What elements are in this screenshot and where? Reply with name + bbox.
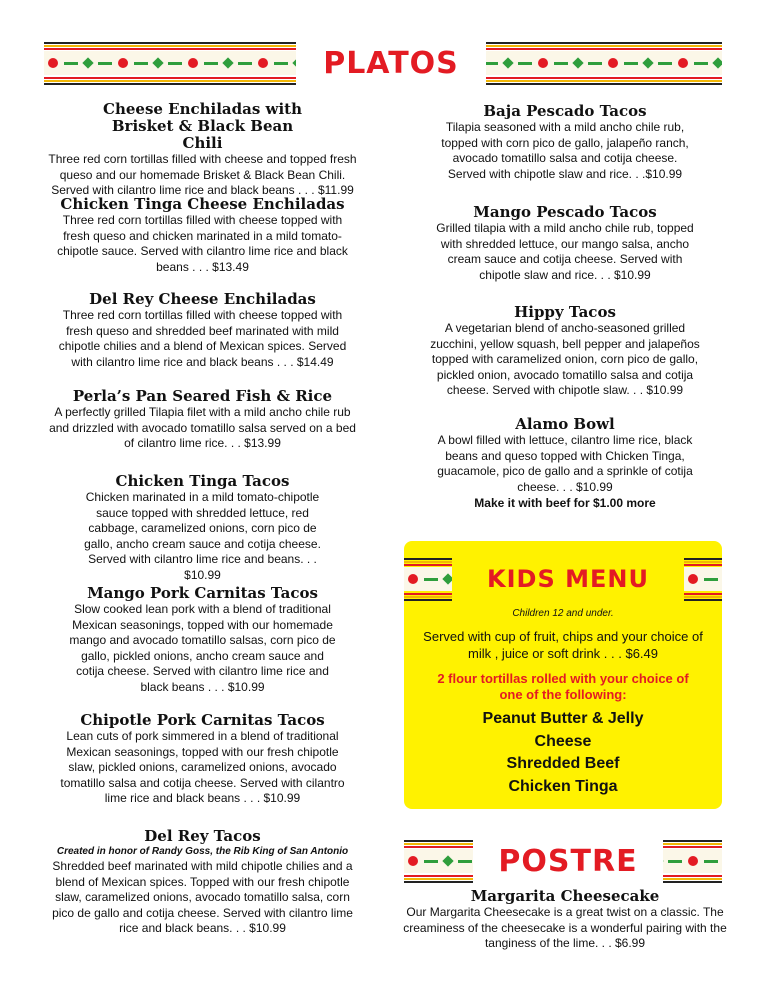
ornament-bar: [274, 62, 288, 65]
skull-icon: [48, 58, 58, 68]
skull-icon: [408, 574, 418, 584]
item-desc: Chicken marinated in a mild tomato-chipotle sauce topped with shredded lettuce, red cabbage, caramelized onions, corn pico de gallo, ancho cream sauce and cotija cheese. Served with cilantro lime rice and beans. . . $10.99: [84, 490, 321, 582]
ornament-bar: [704, 860, 718, 863]
item-extra: Make it with beef for $1.00 more: [474, 496, 656, 511]
ornament-bar: [238, 62, 252, 65]
menu-item: [40, 585, 365, 696]
item-name: Cheese Enchiladas with Brisket & Black Bean Chili: [103, 100, 302, 152]
diamond-icon: [712, 57, 722, 68]
ornament-bar: [98, 62, 112, 65]
item-desc: Slow cooked lean pork with a blend of traditional Mexican seasonings, topped with our homemade mango and avocado tomatillo salsas, corn pico de gallo, pickled onions, ancho cream sauce and cotija cheese. Served with cilantro lime rice and black beans . . . $10.99: [69, 602, 336, 694]
ornament-bar: [484, 62, 498, 65]
postre-title: POSTRE: [473, 837, 663, 885]
menu-item: [40, 473, 365, 584]
item-name: Chipotle Pork Carnitas Tacos: [80, 711, 325, 729]
menu-item: [40, 101, 365, 199]
skull-icon: [408, 856, 418, 866]
kids-choice: Shredded Beef: [506, 755, 620, 772]
diamond-icon: [502, 57, 513, 68]
item-desc: Three red corn tortillas filled with cheese topped with fresh queso and shredded beef marinated with mild chipotle chilies and a blend of Mexican spices. Served with cilantro lime rice and black beans . . . $14.49: [58, 308, 347, 369]
item-desc: Tilapia seasoned with a mild ancho chile rub, topped with corn pico de gallo, jalapeño ranch, avocado tomatillo salsa and cotija cheese. Served with chipotle slaw and rice. . .$10.99: [441, 120, 689, 181]
kids-choice-intro: 2 flour tortillas rolled with your choice of one of the following:: [437, 671, 689, 702]
item-desc: A vegetarian blend of ancho-seasoned grilled zucchini, yellow squash, bell pepper and jalapeños topped with caramelized onion, corn pico de gallo, pickled onion, avocado tomatillo salsa and cotija cheese. Served with chipotle slaw. . . $10.99: [430, 321, 700, 398]
item-desc: A perfectly grilled Tilapia filet with a mild ancho chile rub and drizzled with avocado tomatillo salsa served on a bed of cilantro lime rice. . . $13.99: [49, 405, 356, 451]
item-name: Chicken Tinga Tacos: [115, 472, 290, 490]
item-desc: Three red corn tortillas filled with cheese and topped fresh queso and our homemade Brisket & Black Bean Chili. Served with cilantro lime rice and black beans . . . $11.99: [48, 152, 357, 198]
skull-icon: [678, 58, 688, 68]
postre-banner: [404, 840, 722, 882]
ornament-bar: [668, 860, 682, 863]
item-name: Baja Pescado Tacos: [483, 102, 647, 120]
ornament-bar: [168, 62, 182, 65]
item-desc: A bowl filled with lettuce, cilantro lime rice, black beans and queso topped with Chicken Tinga, guacamole, pico de gallo and a sprinkle of cotija cheese. . . $10.99: [437, 433, 693, 494]
menu-item: [400, 416, 730, 511]
ornament-bar: [134, 62, 148, 65]
menu-item: [400, 888, 730, 952]
ornament-bar: [64, 62, 78, 65]
kids-choice: Cheese: [534, 732, 592, 750]
ornament-bar: [424, 578, 438, 581]
item-note: Created in honor of Randy Goss, the Rib King of San Antonio: [56, 846, 349, 857]
skull-icon: [608, 58, 618, 68]
item-desc: Shredded beef marinated with mild chipotle chilies and a blend of Mexican spices. Topped with our fresh chipotle slaw, caramelized onions, avocado tomatillo salsa, corn pico de gallo and cotija cheese. Served with cilantro lime rice and black beans. . . $10.99: [52, 859, 353, 936]
ornament-bar: [554, 62, 568, 65]
ornament-bar: [624, 62, 638, 65]
diamond-icon: [152, 57, 163, 68]
diamond-icon: [222, 57, 233, 68]
item-name: Chicken Tinga Cheese Enchiladas: [60, 195, 345, 213]
menu-item: [40, 196, 365, 275]
item-desc: Lean cuts of pork simmered in a blend of traditional Mexican seasonings, topped with our fresh chipotle slaw, pickled onions, caramelized onions, avocado tomatillo salsa and cotija cheese. Served with cilantro lime rice and black beans . . . $10.99: [60, 729, 345, 806]
ornament-bar: [694, 62, 708, 65]
diamond-icon: [442, 855, 453, 866]
menu-item: [40, 828, 365, 937]
diamond-icon: [82, 57, 93, 68]
item-name: Margarita Cheesecake: [470, 887, 660, 905]
item-name: Perla’s Pan Seared Fish & Rice: [72, 387, 333, 405]
skull-icon: [688, 856, 698, 866]
skull-icon: [258, 58, 268, 68]
item-desc: Grilled tilapia with a mild ancho chile rub, topped with shredded lettuce, our mango salsa, ancho cream sauce and cotija cheese. Served with chipotle slaw and rice. . . $10.99: [436, 221, 694, 282]
ornament-bar: [588, 62, 602, 65]
kids-subtitle: Children 12 and under.: [512, 608, 614, 619]
kids-choice: Peanut Butter & Jelly: [482, 710, 644, 727]
skull-icon: [188, 58, 198, 68]
item-name: Hippy Tacos: [514, 303, 616, 321]
item-name: Del Rey Cheese Enchiladas: [89, 290, 316, 308]
skull-icon: [538, 58, 548, 68]
item-name: Mango Pescado Tacos: [473, 203, 657, 221]
platos-banner: [44, 42, 722, 84]
menu-item: [400, 204, 730, 283]
ornament-bar: [704, 578, 718, 581]
kids-choice: Chicken Tinga: [508, 777, 618, 795]
menu-item: [400, 103, 730, 182]
ornament-bar: [658, 62, 672, 65]
item-desc: Three red corn tortillas filled with cheese topped with fresh queso and chicken marinated in a mild tomato-chipotle sauce. Served with cilantro lime rice and black beans . . . $13.49: [57, 213, 348, 274]
ornament-bar: [204, 62, 218, 65]
item-name: Mango Pork Carnitas Tacos: [87, 584, 318, 602]
ornament-bar: [424, 860, 438, 863]
menu-item: [40, 712, 365, 807]
skull-icon: [118, 58, 128, 68]
item-name: Del Rey Tacos: [144, 827, 261, 845]
item-desc: Our Margarita Cheesecake is a great twist on a classic. The creaminess of the cheesecake is a wonderful pairing with the tanginess of the lime. . . $6.99: [403, 905, 727, 951]
diamond-icon: [642, 57, 653, 68]
kids-served: Served with cup of fruit, chips and your choice of milk , juice or soft drink . . . $6.49: [423, 629, 703, 661]
ornament-bar: [458, 860, 472, 863]
kids-title: KIDS MENU: [452, 555, 684, 603]
menu-item: [40, 291, 365, 370]
item-name: Alamo Bowl: [515, 415, 615, 433]
platos-title: PLATOS: [296, 39, 486, 87]
skull-icon: [688, 574, 698, 584]
menu-item: [40, 388, 365, 452]
ornament-bar: [518, 62, 532, 65]
diamond-icon: [572, 57, 583, 68]
kids-menu-panel: [404, 541, 722, 809]
kids-banner: [404, 558, 722, 600]
menu-item: [400, 304, 730, 399]
